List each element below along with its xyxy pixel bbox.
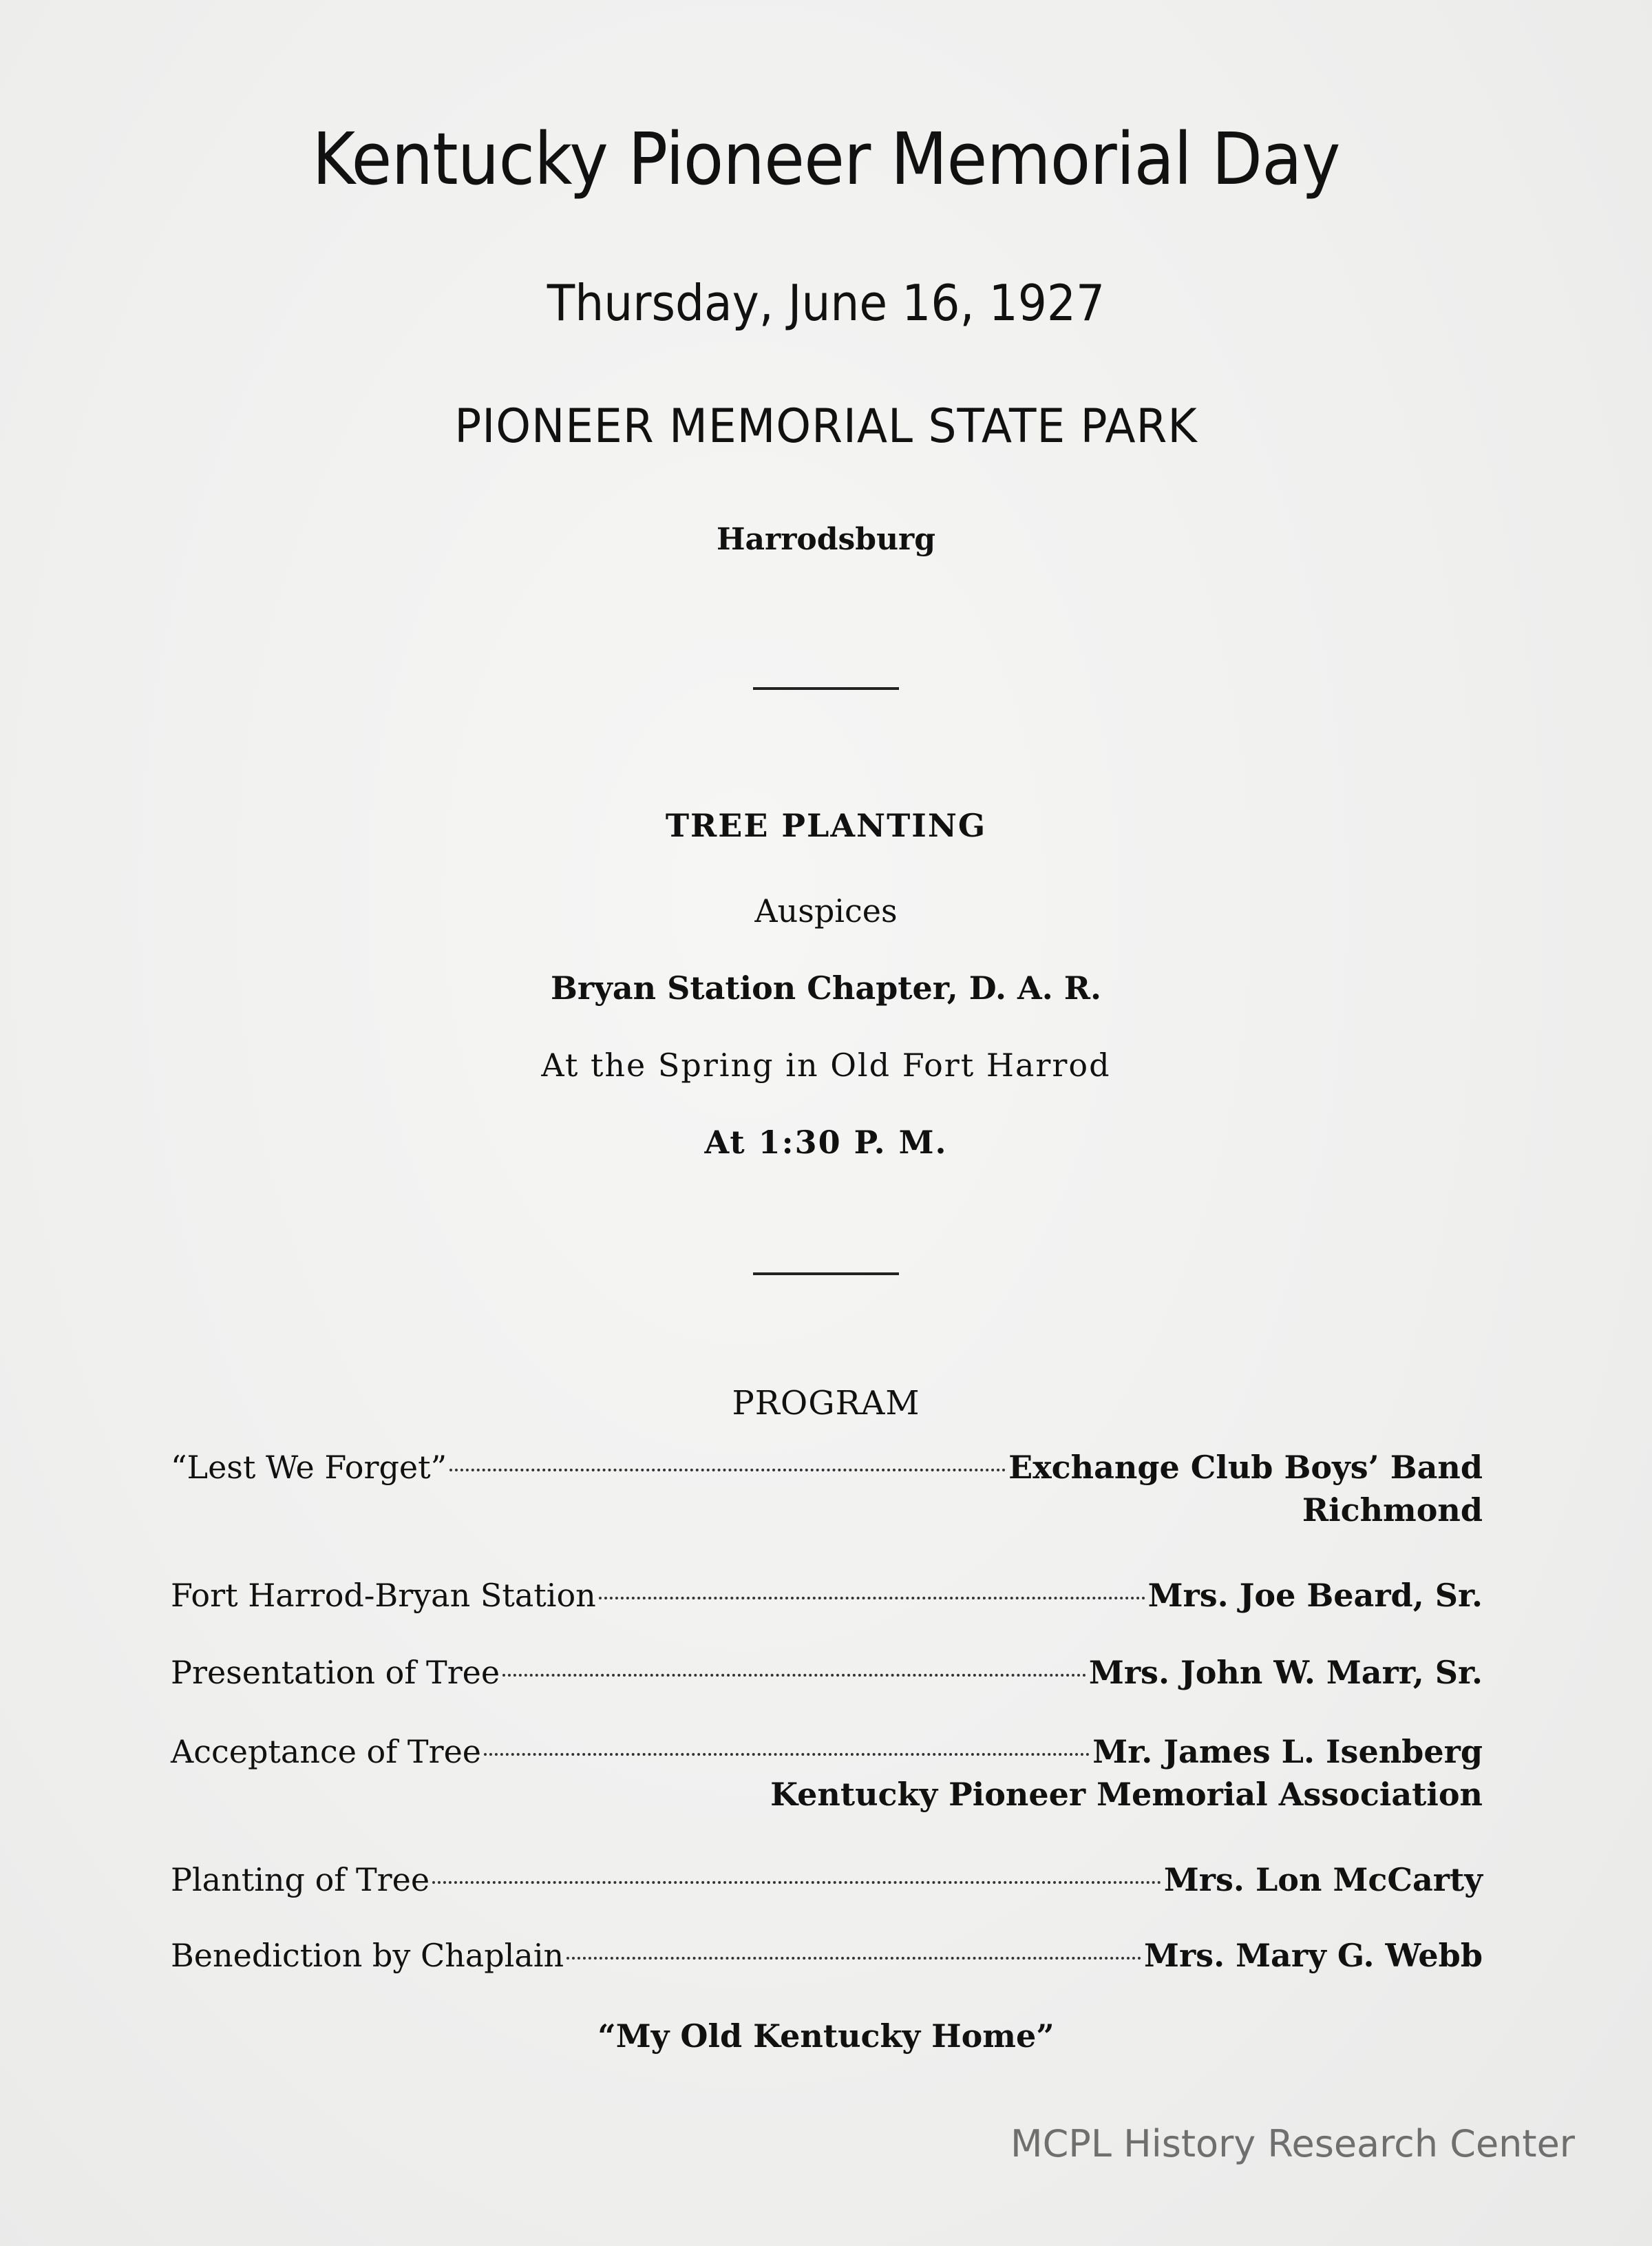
watermark-text: MCPL History Research Center <box>1010 2122 1575 2165</box>
leader-dots <box>432 1881 1161 1884</box>
program-item: Fort Harrod-Bryan Station <box>171 1577 596 1614</box>
leader-dots <box>449 1469 1006 1471</box>
leader-dots <box>599 1597 1145 1599</box>
program-row <box>171 1577 1483 1654</box>
program-person: Mrs. Mary G. Webb <box>1144 1937 1483 1974</box>
program-item: Acceptance of Tree <box>171 1733 482 1770</box>
program-person-sub: Richmond <box>1302 1491 1483 1529</box>
program-row <box>171 1861 1483 1937</box>
program-person: Exchange Club Boys’ Band <box>1008 1449 1483 1486</box>
program-person: Mrs. John W. Marr, Sr. <box>1088 1654 1483 1691</box>
program-item: “Lest We Forget” <box>171 1449 447 1486</box>
closing-song: “My Old Kentucky Home” <box>597 2017 1055 2055</box>
auspices-label: Auspices <box>754 892 898 930</box>
divider-top <box>753 687 899 690</box>
page-title: Kentucky Pioneer Memorial Day <box>312 117 1340 201</box>
event-location: At the Spring in Old Fort Harrod <box>541 1047 1111 1084</box>
program-list <box>171 1449 1483 1992</box>
park-name: PIONEER MEMORIAL STATE PARK <box>454 399 1198 454</box>
program-row <box>171 1733 1483 1861</box>
program-item: Benediction by Chaplain <box>171 1937 564 1974</box>
leader-dots <box>566 1957 1141 1960</box>
program-row <box>171 1654 1483 1733</box>
tree-planting-heading: TREE PLANTING <box>665 807 987 844</box>
program-person-sub: Kentucky Pioneer Memorial Association <box>770 1776 1483 1813</box>
program-heading: PROGRAM <box>732 1384 920 1423</box>
program-person: Mrs. Joe Beard, Sr. <box>1147 1577 1483 1614</box>
program-person: Mr. James L. Isenberg <box>1092 1733 1483 1770</box>
divider-middle <box>753 1272 899 1275</box>
leader-dots <box>502 1674 1086 1677</box>
program-item: Presentation of Tree <box>171 1654 500 1691</box>
event-time: At 1:30 P. M. <box>704 1124 948 1161</box>
program-row <box>171 1449 1483 1577</box>
leader-dots <box>484 1753 1090 1756</box>
chapter-name: Bryan Station Chapter, D. A. R. <box>551 969 1101 1007</box>
program-row <box>171 1937 1483 1992</box>
city-name: Harrodsburg <box>716 522 936 557</box>
event-date: Thursday, June 16, 1927 <box>547 274 1105 332</box>
program-person: Mrs. Lon McCarty <box>1163 1861 1483 1898</box>
program-item: Planting of Tree <box>171 1861 430 1898</box>
